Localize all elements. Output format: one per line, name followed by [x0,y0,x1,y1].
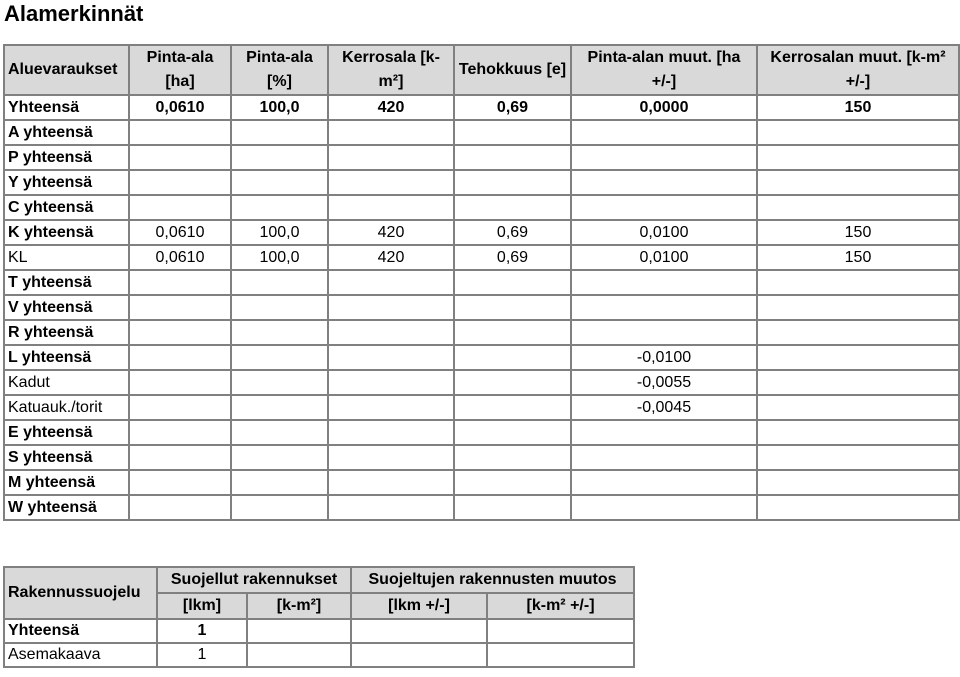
table-cell [757,445,959,470]
header-cell: Pinta-alan muut. [ha +/-] [571,45,757,95]
table-cell [328,495,454,520]
table-cell [231,170,328,195]
table-cell [129,370,231,395]
table-cell [231,270,328,295]
table-cell [454,170,571,195]
table-cell [571,295,757,320]
table-cell [129,270,231,295]
header-cell: [lkm +/-] [351,593,487,619]
header-cell: Pinta-ala [ha] [129,45,231,95]
table-cell [231,495,328,520]
table-cell [454,370,571,395]
table-cell [351,643,487,667]
table-cell [328,345,454,370]
row-label-cell: Katuauk./torit [4,395,129,420]
table-cell [328,320,454,345]
table-cell [129,145,231,170]
header-cell: Kerrosala [k-m²] [328,45,454,95]
table-row [4,619,634,643]
table-cell [454,445,571,470]
table-row [4,220,959,245]
table-cell [757,395,959,420]
table-cell [571,270,757,295]
table-cell [247,643,351,667]
table-cell [454,270,571,295]
table-row [4,95,959,120]
row-label-cell: R yhteensä [4,320,129,345]
table-cell: 100,0 [231,95,328,120]
table-cell: 0,0100 [571,245,757,270]
table-row [4,643,634,667]
table-cell [328,120,454,145]
table-cell [454,395,571,420]
header-cell: Pinta-ala [%] [231,45,328,95]
row-label-cell: W yhteensä [4,495,129,520]
table-cell [231,195,328,220]
table-cell: 420 [328,95,454,120]
table-cell [487,643,634,667]
table-cell [757,120,959,145]
row-label-cell: P yhteensä [4,145,129,170]
table-cell [328,470,454,495]
table-cell: 0,69 [454,245,571,270]
table-cell: 0,0000 [571,95,757,120]
table-cell: 150 [757,95,959,120]
table-row [4,170,959,195]
row-label-cell: Kadut [4,370,129,395]
row-label-cell: KL [4,245,129,270]
table-cell [757,145,959,170]
table-cell: 150 [757,220,959,245]
table-cell [454,145,571,170]
row-label-cell: T yhteensä [4,270,129,295]
row-label-cell: L yhteensä [4,345,129,370]
row-label-cell: Yhteensä [4,619,157,643]
table-cell [328,445,454,470]
table-cell [231,445,328,470]
table-cell [757,495,959,520]
table-cell: 0,0100 [571,220,757,245]
table-cell [454,420,571,445]
table-cell [231,345,328,370]
table-cell [571,170,757,195]
header-cell: Rakennussuojelu [4,567,157,619]
table-cell [571,120,757,145]
table-cell [757,295,959,320]
table-row [4,320,959,345]
table-cell: -0,0100 [571,345,757,370]
table-row [4,245,959,270]
table-cell [231,370,328,395]
table-cell: 0,69 [454,220,571,245]
table-cell [571,195,757,220]
table-cell [129,320,231,345]
table-cell: 0,0610 [129,95,231,120]
table-row [4,445,959,470]
table-cell: -0,0045 [571,395,757,420]
table-cell [129,495,231,520]
table-cell: -0,0055 [571,370,757,395]
table-row [4,120,959,145]
table-cell [571,495,757,520]
table-cell: 0,0610 [129,220,231,245]
table-row [4,195,959,220]
table-cell [328,295,454,320]
table-cell: 0,0610 [129,245,231,270]
table-cell [231,470,328,495]
row-label-cell: E yhteensä [4,420,129,445]
page-title: Alamerkinnät [4,1,144,26]
table-cell [757,345,959,370]
table-cell [487,619,634,643]
table-cell [454,295,571,320]
table-cell [129,445,231,470]
table-cell [757,420,959,445]
table-row [4,470,959,495]
table-cell [129,170,231,195]
table-cell [757,195,959,220]
table-cell: 1 [157,619,247,643]
table-cell [351,619,487,643]
table-cell [328,270,454,295]
header-cell: [k-m² +/-] [487,593,634,619]
table-cell [571,445,757,470]
table-cell [454,470,571,495]
table-row [4,420,959,445]
table-cell [571,470,757,495]
table-row [4,370,959,395]
header-cell: [k-m²] [247,593,351,619]
table-cell [571,145,757,170]
table-cell [757,170,959,195]
header-cell: Tehokkuus [e] [454,45,571,95]
table-cell: 0,69 [454,95,571,120]
table-row [4,295,959,320]
land-use-table [3,44,960,521]
table-row [4,345,959,370]
row-label-cell: S yhteensä [4,445,129,470]
table-cell [231,395,328,420]
table-cell [454,495,571,520]
table-row [4,270,959,295]
table-cell [328,195,454,220]
table-cell [454,345,571,370]
table-cell [454,120,571,145]
table-cell [247,619,351,643]
table-cell: 100,0 [231,245,328,270]
table-cell [129,195,231,220]
table-cell [129,470,231,495]
table-cell [129,395,231,420]
table-cell [757,470,959,495]
table-cell [231,420,328,445]
table-cell [231,320,328,345]
table-cell: 420 [328,220,454,245]
table-cell [129,295,231,320]
table-row [4,495,959,520]
header-cell: Kerrosalan muut. [k-m² +/-] [757,45,959,95]
header-cell: Suojeltujen rakennusten muutos [351,567,634,593]
table-cell [454,195,571,220]
row-label-cell: M yhteensä [4,470,129,495]
table-cell: 150 [757,245,959,270]
row-label-cell: Yhteensä [4,95,129,120]
building-protection-table [3,566,635,668]
table-cell [129,120,231,145]
row-label-cell: Asemakaava [4,643,157,667]
table-cell: 100,0 [231,220,328,245]
table-cell [571,420,757,445]
table-cell [129,420,231,445]
table-cell [757,270,959,295]
table-header-row [4,45,959,95]
row-label-cell: K yhteensä [4,220,129,245]
table-cell [757,370,959,395]
row-label-cell: C yhteensä [4,195,129,220]
table-cell [328,370,454,395]
header-cell: [lkm] [157,593,247,619]
table-cell [231,295,328,320]
table-cell [231,120,328,145]
row-label-cell: Y yhteensä [4,170,129,195]
table-cell: 1 [157,643,247,667]
table-cell [454,320,571,345]
row-label-cell: A yhteensä [4,120,129,145]
header-cell: Suojellut rakennukset [157,567,351,593]
header-cell: Aluevaraukset [4,45,129,95]
table-cell: 420 [328,245,454,270]
table-cell [129,345,231,370]
table-row [4,395,959,420]
table-cell [328,420,454,445]
table-cell [328,145,454,170]
table-cell [231,145,328,170]
table-cell [328,395,454,420]
table-row [4,145,959,170]
row-label-cell: V yhteensä [4,295,129,320]
table-header-row [4,567,634,593]
table-cell [571,320,757,345]
table-cell [328,170,454,195]
table-cell [757,320,959,345]
